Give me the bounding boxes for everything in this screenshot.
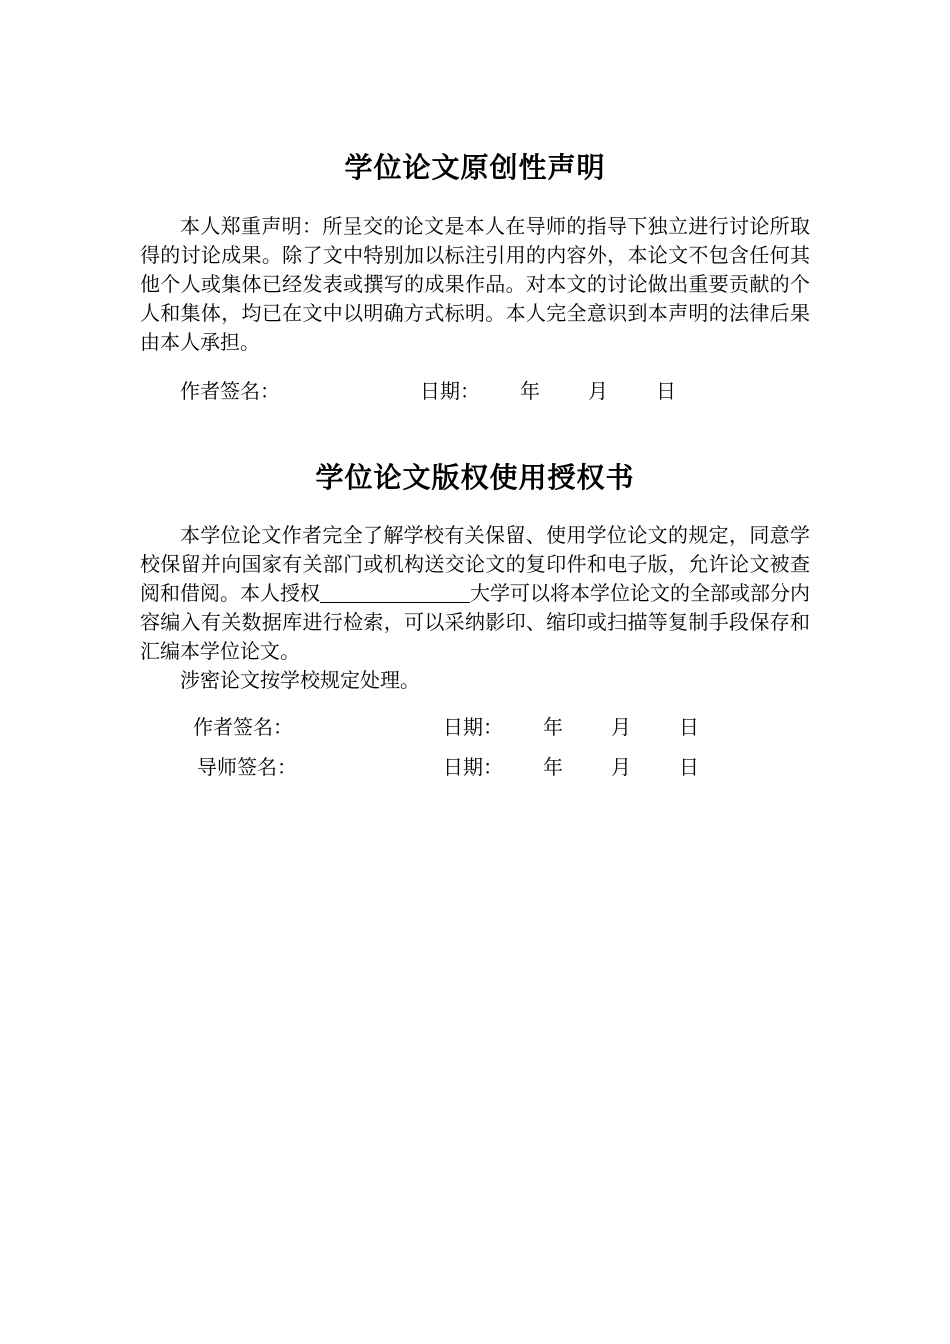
copyright-authorization-paragraph bbox=[140, 521, 810, 666]
author-signature-row-1 bbox=[180, 376, 740, 406]
year-label: 年 bbox=[543, 755, 563, 779]
originality-declaration-paragraph: 本人郑重声明：所呈交的论文是本人在导师的指导下独立进行讨论所取得的讨论成果。除了文中特别加以标注引用的内容外，本论文不包含任何其他个人或集体已经发表或撰写的成果作品。对本文的讨论做出重要贡献的个人和集体，均已在文中以明确方式标明。本人完全意识到本声明的法律后果由本人承担。 bbox=[140, 214, 810, 354]
university-name-blank bbox=[320, 582, 470, 603]
authorization-text-after-blank: 大学可以将本学位论文的全部或部分内容编入有关数据库进行检索，可以采纳影印、缩印或扫描等复制手段保存和汇编本学位论文。 bbox=[140, 581, 810, 663]
year-label: 年 bbox=[520, 379, 540, 403]
originality-declaration-title: 学位论文原创性声明 bbox=[344, 151, 606, 184]
copyright-authorization-body bbox=[140, 521, 810, 695]
day-label: 日 bbox=[679, 715, 699, 739]
advisor-signature-row bbox=[197, 752, 757, 782]
month-label: 月 bbox=[611, 715, 631, 739]
classified-thesis-note: 涉密论文按学校规定处理。 bbox=[180, 668, 420, 692]
author-signature-label: 作者签名： bbox=[193, 715, 293, 739]
day-label: 日 bbox=[679, 755, 699, 779]
authorization-text-before-blank: 本学位论文作者完全了解学校有关保留、使用学位论文的规定，同意学校保留并向国家有关部门或机构送交论文的复印件和电子版，允许论文被查阅和借阅。本人授权 bbox=[140, 523, 810, 605]
month-label: 月 bbox=[611, 755, 631, 779]
date-label: 日期： bbox=[443, 715, 503, 739]
day-label: 日 bbox=[656, 379, 676, 403]
author-signature-row-2 bbox=[193, 712, 753, 742]
date-label: 日期： bbox=[420, 379, 480, 403]
originality-declaration-body bbox=[140, 212, 810, 357]
month-label: 月 bbox=[588, 379, 608, 403]
author-signature-label: 作者签名： bbox=[180, 379, 280, 403]
date-label: 日期： bbox=[443, 755, 503, 779]
advisor-signature-label: 导师签名： bbox=[197, 755, 297, 779]
copyright-authorization-title: 学位论文版权使用授权书 bbox=[315, 461, 635, 494]
year-label: 年 bbox=[543, 715, 563, 739]
